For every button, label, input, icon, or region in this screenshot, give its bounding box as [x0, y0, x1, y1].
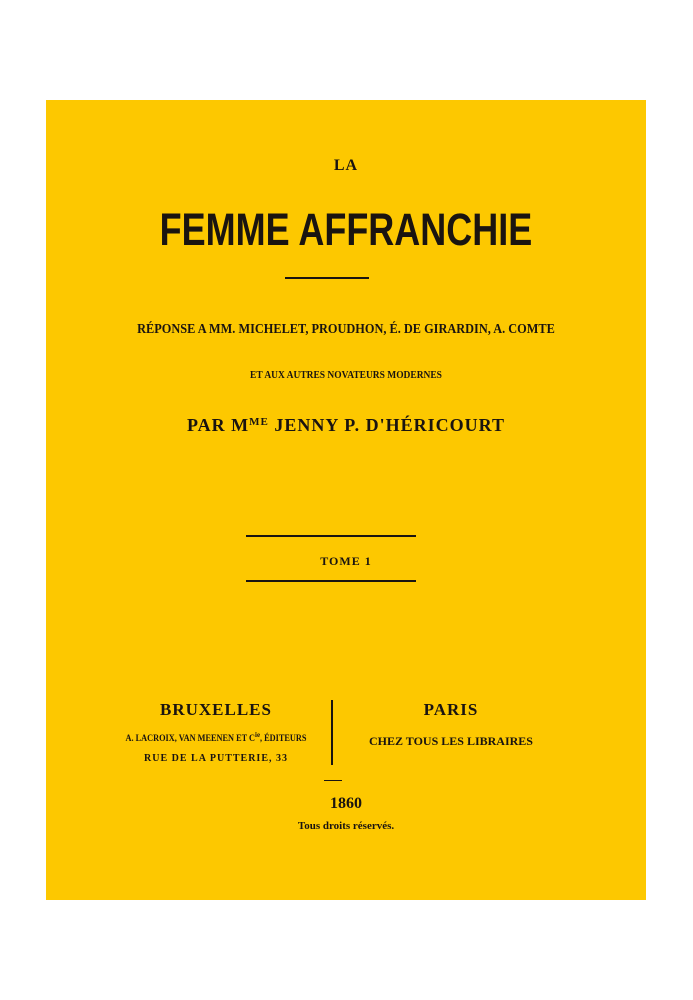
right-city: PARIS: [423, 700, 479, 719]
publisher-suffix: , ÉDITEURS: [260, 733, 307, 743]
book-title: FEMME AFFRANCHIE: [159, 204, 533, 255]
imprint-paris: [346, 700, 556, 749]
author-prefix: PAR M: [187, 415, 250, 435]
author-title-superscript: ME: [249, 416, 269, 428]
book-cover: [46, 100, 646, 900]
subtitle-line-1: RÉPONSE A MM. MICHELET, PROUDHON, É. DE GIRARDIN, A. COMTE: [137, 322, 555, 337]
tome-rule-top: [246, 535, 416, 537]
title-divider: [285, 277, 369, 279]
publisher-name: A. LACROIX, VAN MEENEN ET C: [125, 733, 256, 743]
imprint-divider: [331, 700, 333, 765]
tome-rule-bottom: [246, 580, 416, 582]
subtitle-line-2: ET AUX AUTRES NOVATEURS MODERNES: [250, 369, 442, 381]
author-line: [46, 415, 646, 436]
title-article: LA: [333, 157, 359, 174]
left-address: RUE DE LA PUTTERIE, 33: [144, 753, 288, 764]
rights-notice: Tous droits réservés.: [297, 820, 395, 832]
publication-year: 1860: [330, 795, 362, 812]
year-rule: [324, 780, 342, 781]
left-publisher: [115, 730, 317, 743]
left-city: BRUXELLES: [160, 700, 272, 719]
imprint-brussels: [106, 700, 326, 764]
publisher-superscript: ie: [255, 730, 261, 739]
tome-label: TOME 1: [320, 554, 372, 568]
right-note: CHEZ TOUS LES LIBRAIRES: [369, 734, 533, 748]
author-name: JENNY P. D'HÉRICOURT: [274, 415, 505, 435]
